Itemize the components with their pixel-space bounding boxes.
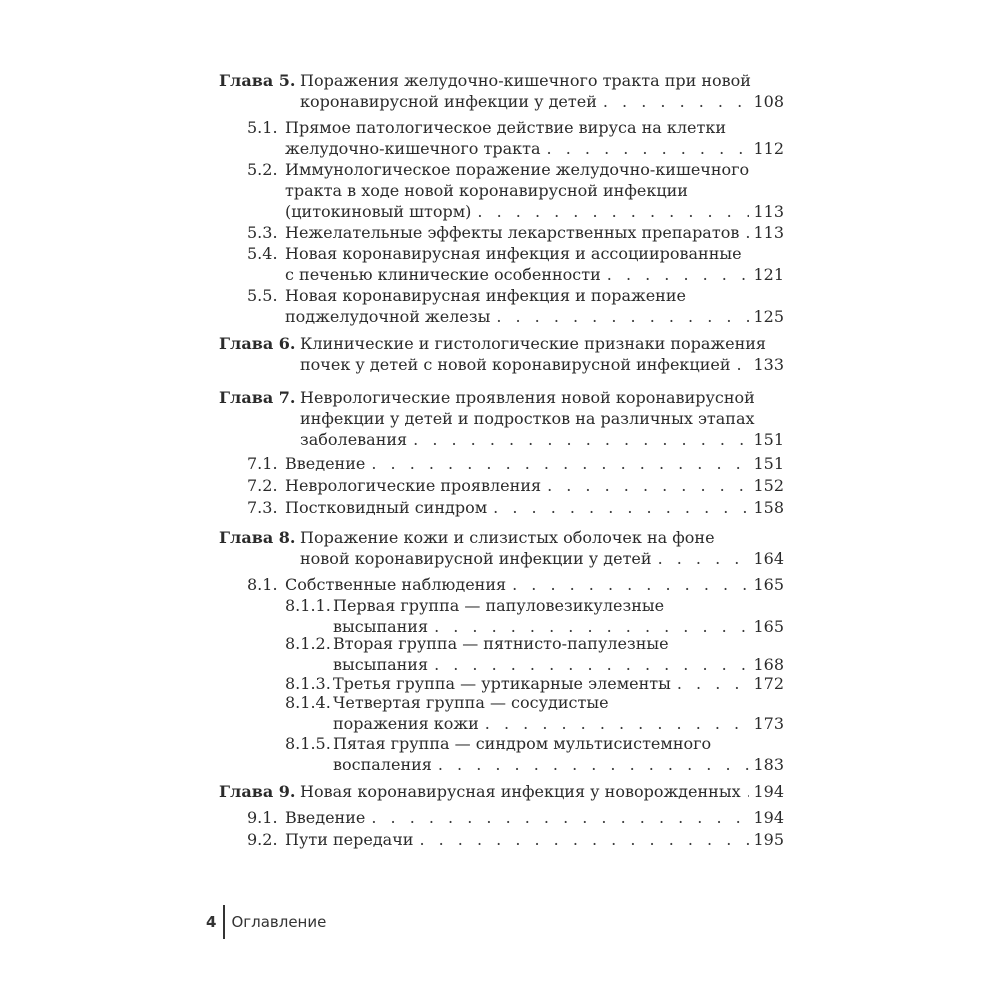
subsection-number: 8.1.4. [285,693,331,712]
section-title-line: Пути передачи [285,830,419,850]
footer-section-title: Оглавление [231,913,327,931]
page-number: 121 [753,265,784,284]
dot-leader [496,307,749,327]
section-number: 5.5. [247,286,278,305]
page-number: 164 [753,549,784,568]
section-title-line: с печенью клинические особенности [285,265,607,285]
subsection-number: 8.1.1. [285,596,331,615]
subsection-title-line: Первая группа — папуловезикулезные [333,596,665,615]
subsection-title-line: высыпания [333,617,434,637]
dot-leader [677,674,750,694]
page-number: 194 [753,808,784,827]
page-number: 165 [753,617,784,636]
section-number: 9.2. [247,830,278,849]
dot-leader [477,202,749,222]
subsection-title-line: воспаления [333,755,438,775]
dot-leader [419,830,749,850]
dot-leader [658,549,750,569]
chapter-title-line: Неврологические проявления новой коронавирусной [300,388,755,407]
dot-leader [607,265,750,285]
chapter-title-line: Новая коронавирусная инфекция у новорожденных [300,782,747,802]
page-number: 168 [753,655,784,674]
section-title-line: (цитокиновый шторм) [285,202,477,222]
section-number: 5.3. [247,223,278,242]
page-number: 165 [753,575,784,594]
page-number: 125 [753,307,784,326]
dot-leader [547,476,749,496]
page-footer [206,905,326,939]
section-title-line: Собственные наблюдения [285,575,512,595]
section-title-line: Введение [285,808,371,828]
page-number: 108 [753,92,784,111]
section-number: 7.3. [247,498,278,517]
subsection-title-line: Третья группа — уртикарные элементы [333,674,677,694]
dot-leader [737,355,750,375]
subsection-title-line: Пятая группа — синдром мультисистемного [333,734,712,753]
section-title-line: Неврологические проявления [285,476,547,496]
section-number: 9.1. [247,808,278,827]
dot-leader [512,575,749,595]
page-number: 113 [753,223,784,242]
chapter-label: Глава 9. [219,782,296,801]
section-number: 8.1. [247,575,278,594]
section-title-line: Новая коронавирусная инфекция и ассоциированные [285,244,742,263]
dot-leader [547,139,750,159]
chapter-label: Глава 7. [219,388,296,407]
section-title-line: тракта в ходе новой коронавирусной инфекции [285,181,688,200]
dot-leader [371,808,749,828]
dot-leader [371,454,749,474]
chapter-title-line: почек у детей с новой коронавирусной инфекцией [300,355,737,375]
page-number: 113 [753,202,784,221]
page-number: 195 [753,830,784,849]
subsection-number: 8.1.2. [285,634,331,653]
page-number: 183 [753,755,784,774]
section-number: 5.1. [247,118,278,137]
dot-leader [434,655,749,675]
subsection-number: 8.1.5. [285,734,331,753]
section-number: 7.1. [247,454,278,473]
page-number: 112 [753,139,784,158]
dot-leader [485,714,750,734]
page-number: 158 [753,498,784,517]
dot-leader [413,430,749,450]
dot-leader [603,92,750,112]
section-title-line: Постковидный синдром [285,498,493,518]
section-title-line: Прямое патологическое действие вируса на клетки [285,118,727,137]
page-number: 173 [753,714,784,733]
section-title-line: Нежелательные эффекты лекарственных препаратов [285,223,745,243]
chapter-label: Глава 8. [219,528,296,547]
chapter-title-line: Поражение кожи и слизистых оболочек на фоне [300,528,715,547]
chapter-title-line: коронавирусной инфекции у детей [300,92,603,112]
chapter-title-line: заболевания [300,430,413,450]
section-number: 5.2. [247,160,278,179]
page-number: 194 [753,782,784,801]
subsection-title-line: поражения кожи [333,714,485,734]
footer-page-number: 4 [206,913,217,931]
page-number: 172 [753,674,784,693]
chapter-label: Глава 6. [219,334,296,353]
subsection-title-line: высыпания [333,655,434,675]
chapter-title-line: Клинические и гистологические признаки поражения [300,334,767,353]
section-number: 7.2. [247,476,278,495]
section-title-line: Иммунологическое поражение желудочно-кишечного [285,160,750,179]
page-number: 151 [753,454,784,473]
section-number: 5.4. [247,244,278,263]
chapter-title-line: новой коронавирусной инфекции у детей [300,549,658,569]
section-title-line: поджелудочной железы [285,307,496,327]
section-title-line: Введение [285,454,371,474]
page-number: 133 [753,355,784,374]
dot-leader [493,498,749,518]
chapter-title-line: Поражения желудочно-кишечного тракта при новой [300,71,751,90]
subsection-number: 8.1.3. [285,674,331,693]
chapter-label: Глава 5. [219,71,296,90]
page-number: 152 [753,476,784,495]
section-title-line: Новая коронавирусная инфекция и поражение [285,286,686,305]
page-number: 151 [753,430,784,449]
subsection-title-line: Вторая группа — пятнисто-папулезные [333,634,669,653]
chapter-title-line: инфекции у детей и подростков на различных этапах [300,409,755,428]
dot-leader [438,755,750,775]
footer-divider [223,905,225,939]
subsection-title-line: Четвертая группа — сосудистые [333,693,609,712]
section-title-line: желудочно-кишечного тракта [285,139,547,159]
